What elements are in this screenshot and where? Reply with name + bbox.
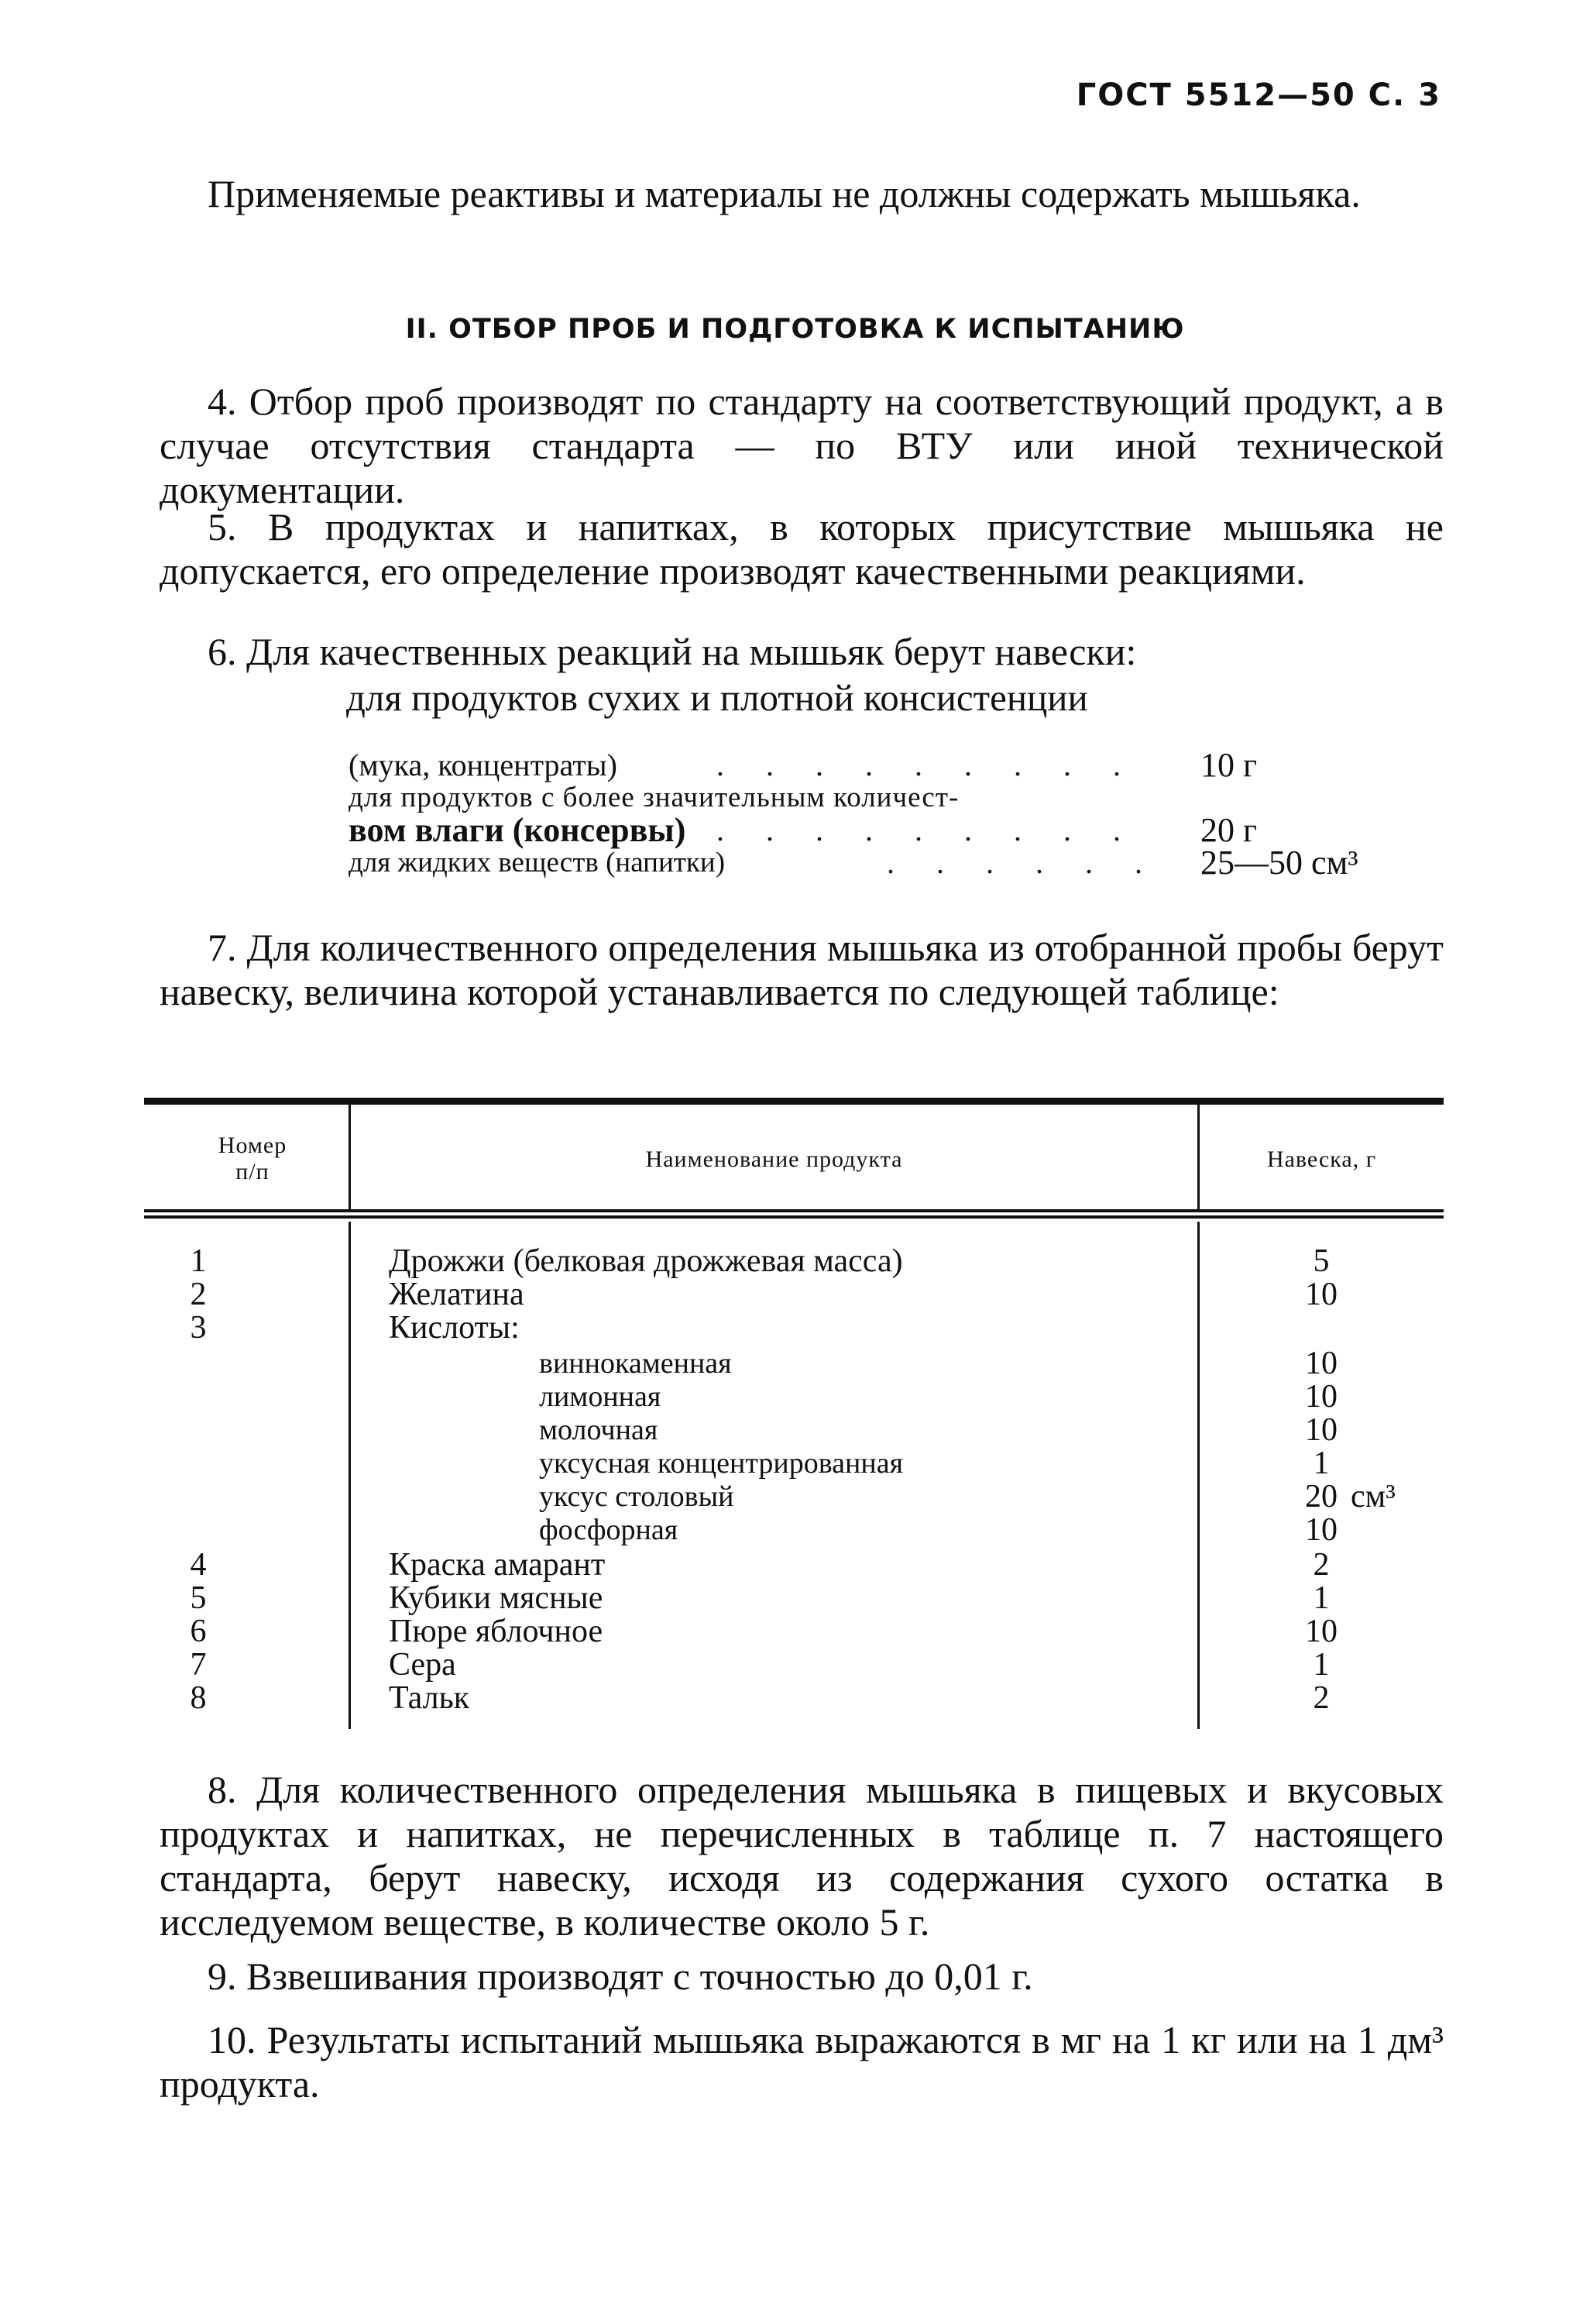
amount-unit: см³ — [1351, 1479, 1396, 1514]
amount-value: 1 — [1313, 1647, 1330, 1683]
paragraph-9-text: 9. Взвешивания производят с точностью до 0,01 г. — [208, 1954, 1033, 1998]
paragraph-6 — [160, 630, 1444, 674]
paragraph-5-text: 5. В продуктах и напитках, в которых присутствие мышьяка не допускается, его определение производят качественными реакциями. — [160, 505, 1444, 593]
table-row — [144, 1549, 1444, 1582]
row-number: 1 — [190, 1243, 207, 1279]
table-row — [144, 1514, 1444, 1547]
row-number: 3 — [190, 1310, 207, 1346]
sample-row — [349, 844, 1448, 882]
header-rule — [144, 1215, 1444, 1219]
sample-amount — [1283, 1549, 1360, 1582]
section-title: II. ОТБОР ПРОБ И ПОДГОТОВКА К ИСПЫТАНИЮ — [405, 314, 1185, 345]
sample-amount — [1283, 1447, 1360, 1480]
table-row — [144, 1480, 1444, 1514]
product-name: Тальк — [389, 1680, 470, 1716]
table-row — [144, 1312, 1444, 1345]
paragraph-8-text: 8. Для количественного определения мышьяка в пищевых и вкусовых продуктах и напитках, не перечисленных в таблице п. 7 настоящего стандарта, берут навеску, исходя из содержания сухого остатка в исследуемом веществе, в количестве около 5 г. — [160, 1768, 1444, 1944]
paragraph-7 — [160, 926, 1444, 1014]
row-number: 5 — [190, 1580, 207, 1616]
paragraph-9 — [160, 1954, 1444, 1999]
intro-text: Применяемые реактивы и материалы не должны содержать мышьяка. — [208, 172, 1361, 215]
table-row — [144, 1582, 1444, 1615]
sample-value: 25—50 см³ — [1200, 844, 1358, 882]
sample-amount — [1283, 1278, 1360, 1312]
sample-value: 20 г — [1200, 811, 1258, 849]
sample-value: 10 г — [1200, 746, 1258, 784]
page-header: ГОСТ 5512—50 С. 3 — [1076, 77, 1441, 113]
paragraph-8 — [160, 1768, 1444, 1944]
intro-paragraph — [160, 172, 1444, 216]
sample-amount — [1283, 1245, 1360, 1278]
product-name: молочная — [539, 1414, 658, 1446]
product-name: уксус столовый — [539, 1480, 734, 1513]
amount-value: 1 — [1313, 1446, 1330, 1481]
table-row — [144, 1278, 1444, 1312]
sample-row — [349, 782, 1448, 814]
sample-label: вом влаги (консервы) — [349, 811, 686, 849]
table-row — [144, 1682, 1444, 1715]
paragraph-10-text: 10. Результаты испытаний мышьяка выражаются в мг на 1 кг или на 1 дм³ продукта. — [160, 2018, 1444, 2106]
amount-value: 1 — [1313, 1580, 1330, 1616]
product-name: Дрожжи (белковая дрожжевая масса) — [389, 1243, 903, 1279]
paragraph-7-text: 7. Для количественного определения мышьяка из отобранной пробы берут навеску, величина которой устанавливается по следующей таблице: — [160, 926, 1444, 1013]
sample-amount — [1283, 1682, 1360, 1715]
product-name: уксусная концентрированная — [539, 1447, 904, 1480]
sample-amount — [1283, 1414, 1360, 1447]
amount-value: 2 — [1313, 1547, 1330, 1583]
sample-label: для продуктов с более значительным количест- — [349, 782, 960, 813]
product-name: Желатина — [389, 1277, 524, 1312]
sample-row — [349, 746, 1448, 784]
product-name: Пюре яблочное — [389, 1614, 603, 1649]
amount-value: 10 — [1305, 1346, 1338, 1381]
header-rule — [144, 1209, 1444, 1212]
row-number: 6 — [190, 1614, 207, 1649]
table-row — [144, 1447, 1444, 1480]
sample-label: для жидких веществ (напитки) — [349, 847, 726, 878]
amount-value: 10 — [1305, 1614, 1338, 1649]
sample-amount — [1283, 1347, 1360, 1380]
sample-label: (мука, концентраты) — [349, 748, 617, 782]
amount-value: 20 — [1305, 1479, 1338, 1514]
product-name: Кислоты: — [389, 1310, 520, 1346]
product-name: фосфорная — [539, 1514, 678, 1546]
sample-amount — [1283, 1648, 1360, 1682]
row-number: 4 — [190, 1547, 207, 1583]
paragraph-6-text: 6. Для качественных реакций на мышьяк берут навески: — [208, 630, 1137, 673]
table-row — [144, 1414, 1444, 1447]
table-top-rule — [144, 1098, 1444, 1105]
paragraph-4 — [160, 380, 1444, 512]
amount-value: 2 — [1313, 1680, 1330, 1716]
leader-dots: . . . . . . — [887, 845, 1159, 880]
samples-subheading: для продуктов сухих и плотной консистенции — [346, 676, 1088, 719]
product-name: лимонная — [539, 1380, 661, 1413]
header-number — [160, 1133, 345, 1185]
table-row — [144, 1245, 1444, 1278]
sample-weight-table — [144, 1098, 1444, 1729]
paragraph-5 — [160, 505, 1444, 593]
amount-value: 5 — [1313, 1243, 1330, 1279]
table-row — [144, 1380, 1444, 1414]
amount-value: 10 — [1305, 1512, 1338, 1548]
sample-amount — [1283, 1514, 1360, 1547]
product-name: Кубики мясные — [389, 1580, 603, 1616]
paragraph-10 — [160, 2018, 1444, 2106]
sample-amount — [1283, 1479, 1396, 1514]
sample-amount — [1283, 1615, 1360, 1648]
row-number: 7 — [190, 1647, 207, 1683]
row-number: 8 — [190, 1680, 207, 1716]
amount-value: 10 — [1305, 1412, 1338, 1448]
sample-amount — [1283, 1582, 1360, 1615]
row-number: 2 — [190, 1277, 207, 1312]
table-row — [144, 1648, 1444, 1682]
paragraph-4-text: 4. Отбор проб производят по стандарту на соответствующий продукт, а в случае отсутствия стандарта — по ВТУ или иной технической документации. — [160, 380, 1444, 511]
table-row — [144, 1347, 1444, 1380]
leader-dots: . . . . . . . . . — [716, 813, 1138, 847]
amount-value: 10 — [1305, 1277, 1338, 1312]
sample-amounts-list — [349, 746, 1448, 882]
product-name: виннокаменная — [539, 1347, 732, 1380]
header-amount: Навеска, г — [1266, 1147, 1377, 1172]
product-name: Краска амарант — [389, 1547, 606, 1583]
amount-value: 10 — [1305, 1379, 1338, 1415]
header-number-line1: Номер — [218, 1133, 287, 1158]
table-row — [144, 1615, 1444, 1648]
leader-dots: . . . . . . . . . — [716, 748, 1138, 782]
header-number-line2: п/п — [235, 1159, 270, 1184]
product-name: Сера — [389, 1647, 456, 1683]
header-product-name: Наименование продукта — [645, 1147, 903, 1172]
sample-row — [349, 811, 1448, 849]
sample-amount — [1283, 1380, 1360, 1414]
